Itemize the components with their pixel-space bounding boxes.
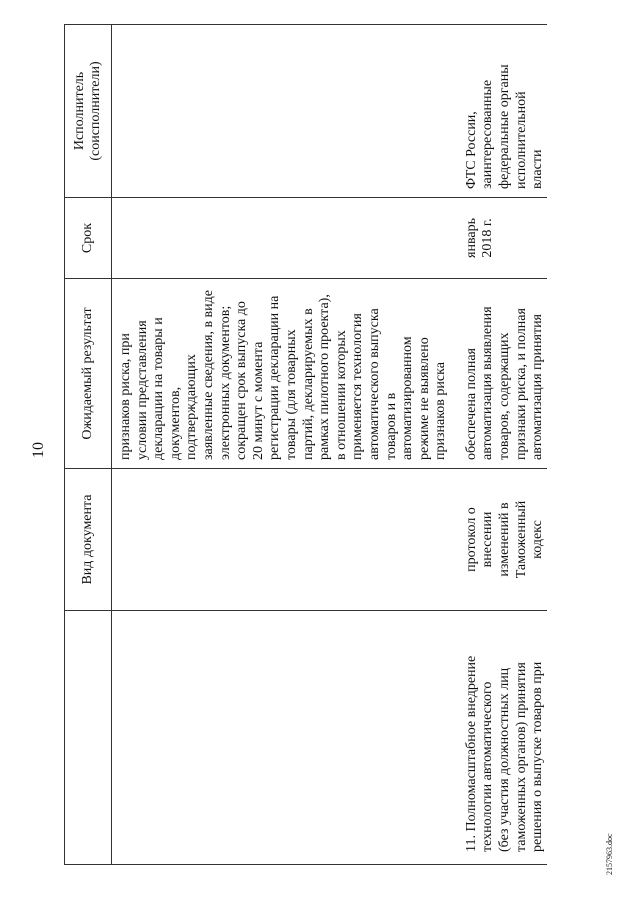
header-deadline: Срок <box>65 198 112 279</box>
row-doc-type: протокол о внесении изменений в Таможенный кодекс <box>450 469 547 611</box>
table-header-row <box>65 25 112 865</box>
plan-table <box>64 24 547 865</box>
document-code: 2157963.doc <box>605 833 614 875</box>
header-doc-type: Вид документа <box>65 469 112 611</box>
row-deadline <box>112 198 450 279</box>
row-item: 11. Полномасштабное внедрение технологии автоматического (без участия должностных лиц таможенных органов) принятия решения о выпуске товаров при <box>450 611 547 865</box>
row-deadline: январь 2018 г. <box>450 198 547 279</box>
row-executor <box>112 25 450 198</box>
row-expected-result: обеспечена полная автоматизация выявления товаров, содержащих признаки риска, и полная автоматизация принятия <box>450 279 547 469</box>
header-expected-result: Ожидаемый результат <box>65 279 112 469</box>
table-row <box>450 25 547 865</box>
page-number: 10 <box>30 442 47 458</box>
row-item <box>112 611 450 865</box>
header-executor: Исполнитель (соисполнители) <box>65 25 112 198</box>
row-expected-result: признаков риска, при условии представления декларации на товары и документов, подтверждающих заявленные сведения, в виде электронных документов; сокращен срок выпуска до 20 минут с момента регистрации декларации на товары (для товарных партий, декларируемых в рамках пилотного проекта), в отношении которых применяется технология автоматического выпуска товаров и в автоматизированном режиме не выявлено признаков риска <box>112 279 450 469</box>
row-doc-type <box>112 469 450 611</box>
table-row <box>112 25 450 865</box>
row-executor: ФТС России, заинтересованные федеральные органы исполнительной власти <box>450 25 547 198</box>
header-item <box>65 611 112 865</box>
